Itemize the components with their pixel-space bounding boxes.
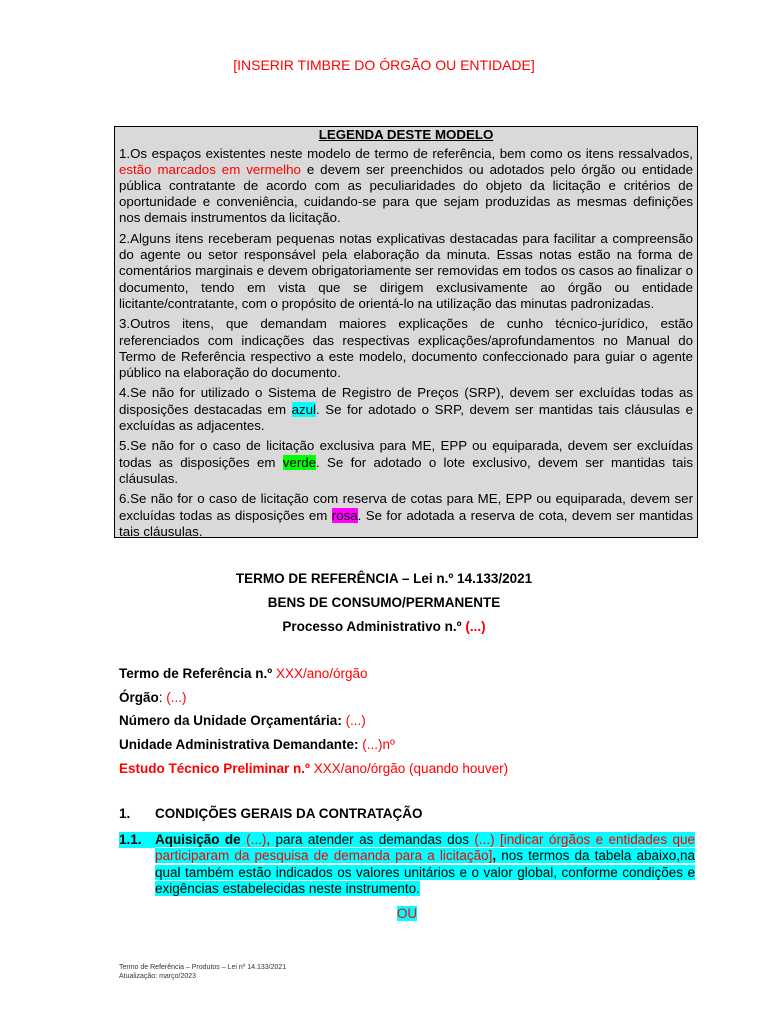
field-estudo-tecnico: Estudo Técnico Preliminar n.º XXX/ano/órgão (quando houver) xyxy=(119,761,509,776)
letterhead-placeholder: [INSERIR TIMBRE DO ÓRGÃO OU ENTIDADE] xyxy=(233,57,535,73)
legend-red-text: estão marcados em vermelho xyxy=(119,162,301,178)
highlight-verde: verde xyxy=(282,454,317,470)
legend-title: LEGENDA DESTE MODELO xyxy=(318,127,494,142)
field-unidade-orcamentaria: Número da Unidade Orçamentária: (...) xyxy=(119,713,366,728)
field-unidade-demandante: Unidade Administrativa Demandante: (...)nº xyxy=(119,737,395,752)
legend-item-2: 2.Alguns itens receberam pequenas notas explicativas destacadas para facilitar a compreensão do agente ou setor responsável pela elaboração da minuta. Essas notas estão na forma de comentários marginais e devem obrigatoriamente ser removidas em todos os casos ao finalizar o documento, tendo em vista que se dirigem exclusivamente ao órgão ou entidade licitante/contratante, com o propósito de orientá-lo na utilização das minutas padronizadas. xyxy=(119,231,693,311)
legend-item-3: 3.Outros itens, que demandam maiores explicações de cunho técnico-jurídico, estão referenciados com indicações das respectivas explicações/aprofundamentos no Manual do Termo de Referência respectivo a este modelo, documento confeccionado para guiar o agente público na elaboração do documento. xyxy=(119,316,693,380)
legend-item-4: 4.Se não for utilizado o Sistema de Registro de Preços (SRP), devem ser excluídas todas as disposições destacadas em azul. Se for adotado o SRP, devem ser mantidas tais cláusulas e excluídas as adjacentes. xyxy=(119,385,694,433)
alternative-ou: OU xyxy=(396,906,418,921)
legend-item-5: 5.Se não for o caso de licitação exclusiva para ME, EPP ou equiparada, devem ser excluídas todas as disposições em verde. Se for adotado o lote exclusivo, devem ser mantidas tais cláusulas. xyxy=(119,438,693,486)
clause-number: 1.1. xyxy=(119,832,155,848)
page-footer: Termo de Referência – Produtos – Lei nº 14.133/2021 Atualização: março/2023 xyxy=(119,964,287,980)
legend-box xyxy=(114,126,698,538)
highlight-azul: azul xyxy=(291,401,316,417)
field-tr-number: Termo de Referência n.º XXX/ano/órgão xyxy=(119,666,368,681)
document-title: TERMO DE REFERÊNCIA – Lei n.º 14.133/2021 xyxy=(235,571,533,586)
field-orgao: Órgão: (...) xyxy=(119,690,187,705)
document-subtitle: BENS DE CONSUMO/PERMANENTE xyxy=(267,595,501,610)
process-number: Processo Administrativo n.º (...) xyxy=(282,619,486,634)
highlight-rosa: rosa xyxy=(331,507,358,523)
section-1-heading: 1. CONDIÇÕES GERAIS DA CONTRATAÇÃO xyxy=(119,806,423,821)
clause-1-1: 1.1. Aquisição de (...), para atender as demandas dos (...) [indicar órgãos e entidades que participaram da pesquisa de demanda para a licitação], nos termos da tabela abaixo,na qual também estão indicados os valores unitários e o valor global, conforme condições e exigências estabelecidas neste instrumento. xyxy=(119,832,695,896)
legend-item-6: 6.Se não for o caso de licitação com reserva de cotas para ME, EPP ou equiparada, devem ser excluídas todas as disposições em rosa. Se for adotada a reserva de cota, devem ser mantidas tais cláusulas. xyxy=(119,491,693,539)
legend-item-1: 1.Os espaços existentes neste modelo de termo de referência, bem como os itens ressalvados, estão marcados em vermelho e devem ser preenchidos ou adotados pelo órgão ou entidade pública contratante de acordo com as peculiaridades do objeto da licitação e critérios de oportunidade e conveniência, cuidando-se para que sejam produzidas as mesmas definições nos demais instrumentos da licitação. xyxy=(119,146,694,226)
